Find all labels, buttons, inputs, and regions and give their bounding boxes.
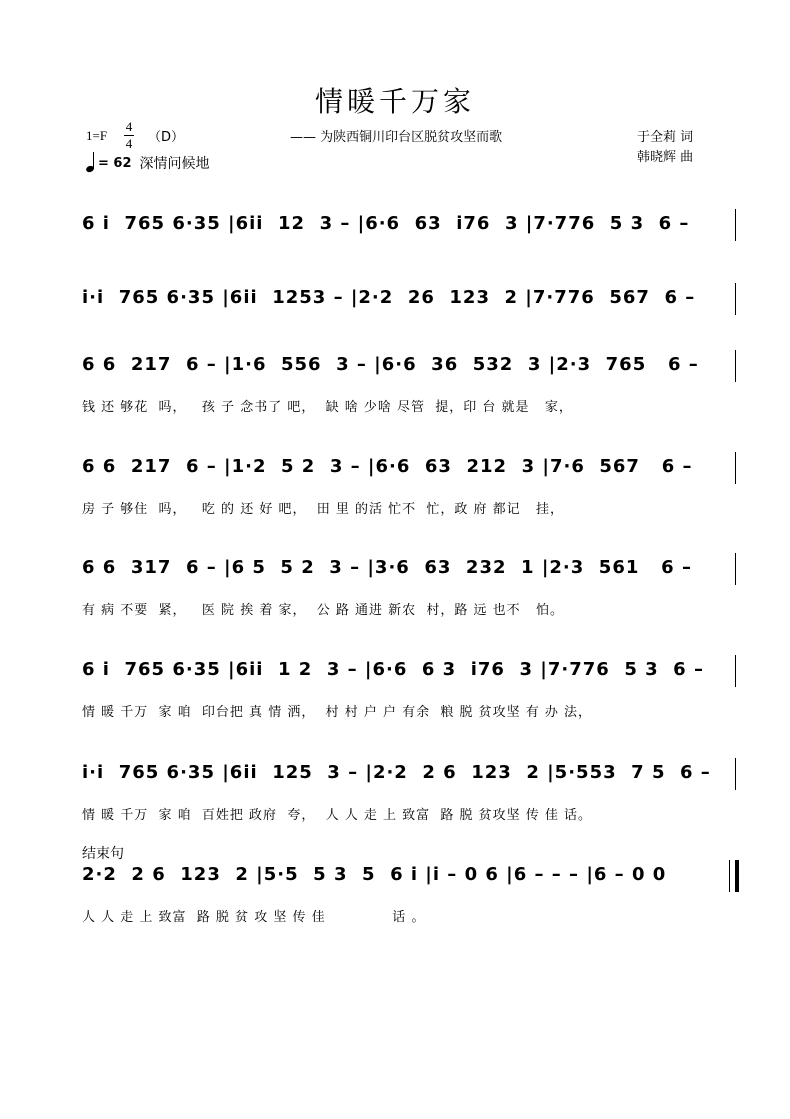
music-row-5: 6 6 317 6 – |6 5 5 2 3 – |3·6 63 232 1 |2·3 561 6 – xyxy=(82,557,692,578)
subtitle: —— 为陕西铜川印台区脱贫攻坚而歌 xyxy=(290,130,503,145)
row-end-barline xyxy=(735,452,736,484)
song-title: 情暖千万家 xyxy=(314,85,475,118)
row-end-barline xyxy=(735,758,736,790)
music-row-4: 6 6 217 6 – |1·2 5 2 3 – |6·6 63 212 3 |7·6 567 6 – xyxy=(82,456,693,477)
mode-label: （D） xyxy=(148,130,185,145)
music-row-8: 2·2 2 6 123 2 |5·5 5 3 5 6 i |i – 0 6 |6 – – – |6 – 0 0 xyxy=(82,864,667,885)
row-end-barline xyxy=(735,860,739,892)
quarter-note-icon xyxy=(86,152,96,174)
lyric-row-7: 情 暖 千万 家 咱 百姓把 政府 夸， 人 人 走 上 致富 路 脱 贫攻坚 传 佳 话。 xyxy=(82,808,593,823)
tempo-value: = 62 xyxy=(98,155,132,171)
row-end-barline xyxy=(735,553,736,585)
music-row-1: 6 i 765 6·35 |6ii 12 3 – |6·6 63 i76 3 |7·776 5 3 6 – xyxy=(82,213,690,234)
music-row-2: i·i 765 6·35 |6ii 1253 – |2·2 26 123 2 |7·776 567 6 – xyxy=(82,287,696,308)
row-end-barline xyxy=(735,350,736,382)
composer-credit: 韩晓辉 曲 xyxy=(637,150,694,165)
music-row-6: 6 i 765 6·35 |6ii 1 2 3 – |6·6 6 3 i76 3 |7·776 5 3 6 – xyxy=(82,659,704,680)
expression-mark: 深情问候地 xyxy=(139,156,210,172)
music-row-7: i·i 765 6·35 |6ii 125 3 – |2·2 2 6 123 2 |5·553 7 5 6 – xyxy=(82,762,711,783)
final-thin-barline xyxy=(729,860,730,892)
time-signature-top: 4 xyxy=(125,119,133,134)
lyric-row-5: 有 病 不要 紧， 医 院 挨 着 家， 公 路 通进 新农 村，路 远 也不 怕。 xyxy=(82,603,565,618)
key-signature: 1=F xyxy=(86,128,108,143)
row-end-barline xyxy=(735,209,736,241)
lyricist-credit: 于全莉 词 xyxy=(637,130,694,145)
lyric-row-3: 钱 还 够花 吗， 孩 子 念书了 吧， 缺 啥 少啥 尽管 提，印 台 就是 家， xyxy=(82,400,573,415)
time-signature xyxy=(124,120,134,151)
coda-label: 结束句 xyxy=(82,846,124,862)
lyric-row-6: 情 暖 千万 家 咱 印台把 真 情 洒， 村 村 户 户 有余 粮 脱 贫攻坚 有 办 法， xyxy=(82,705,593,720)
row-end-barline xyxy=(735,655,736,687)
lyric-row-8: 人 人 走 上 致富 路 脱 贫 攻 坚 传 佳 话 。 xyxy=(82,910,426,925)
lyric-row-4: 房 子 够住 吗， 吃 的 还 好 吧， 田 里 的活 忙不 忙，政 府 都记 挂， xyxy=(82,502,565,517)
row-end-barline xyxy=(735,283,736,315)
tempo-marking xyxy=(86,152,210,174)
time-signature-bottom: 4 xyxy=(125,136,133,151)
music-row-3: 6 6 217 6 – |1·6 556 3 – |6·6 36 532 3 |2·3 765 6 – xyxy=(82,354,699,375)
